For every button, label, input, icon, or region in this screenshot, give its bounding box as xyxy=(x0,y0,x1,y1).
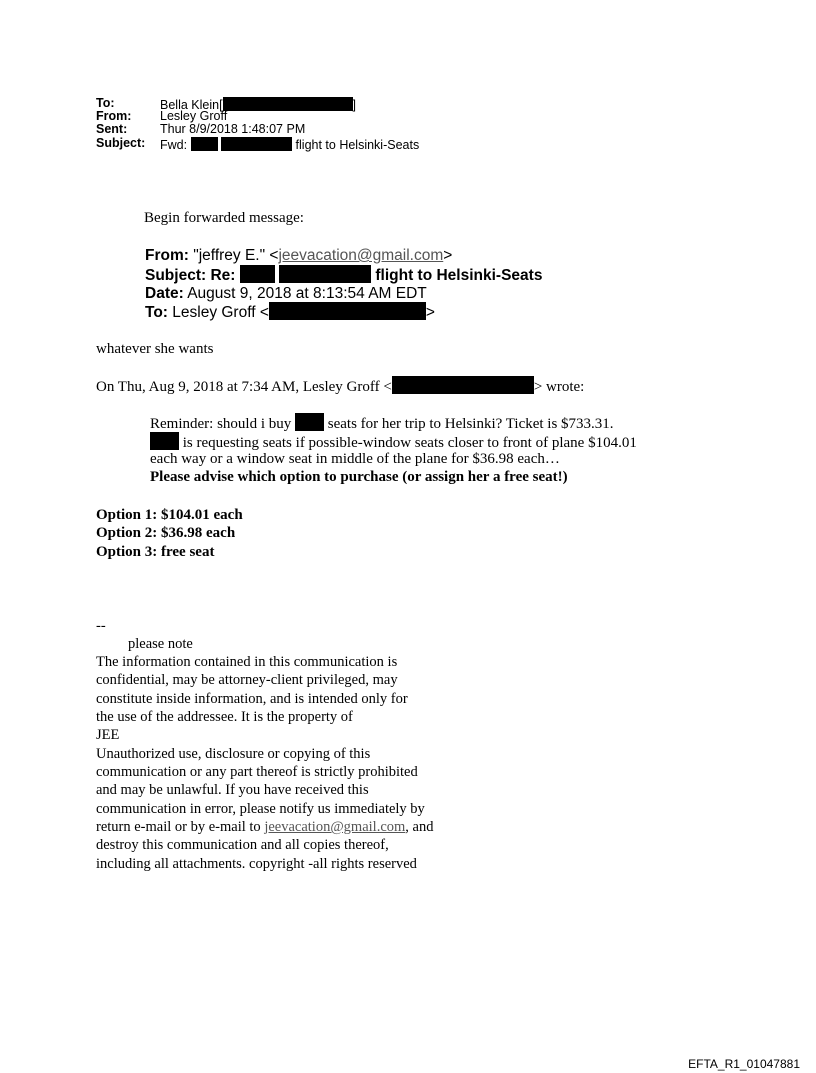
fwd-date-row xyxy=(145,284,427,303)
disclaimer-line: communication or any part thereof is strictly prohibited xyxy=(96,764,418,780)
redaction-block xyxy=(240,265,275,283)
forward-lead: Begin forwarded message: xyxy=(144,210,304,226)
disclaimer-line: JEE xyxy=(96,727,120,743)
redaction-block xyxy=(279,265,371,283)
redaction-block xyxy=(295,413,324,431)
subject-value: Fwd: flight to Helsinki-Seats xyxy=(160,138,420,152)
disclaimer-line: communication in error, please notify us immediately by xyxy=(96,801,425,817)
fwd-subject-label: Subject: Re: xyxy=(145,267,236,284)
redaction-block xyxy=(269,302,426,320)
from-value: Lesley Groff xyxy=(160,109,228,123)
disclaimer-line: destroy this communication and all copies thereof, xyxy=(96,837,389,853)
fwd-from-label: From: xyxy=(145,247,189,264)
disclaimer-line: including all attachments. copyright -all rights reserved xyxy=(96,856,417,872)
option-1: Option 1: $104.01 each xyxy=(96,507,243,523)
quoted-line-2: is requesting seats if possible-window seats closer to front of plane $104.01 xyxy=(150,432,637,453)
reply-text: whatever she wants xyxy=(96,341,214,357)
to-label: To: xyxy=(96,96,115,110)
redaction-block xyxy=(392,376,534,394)
disclaimer-return-line: return e-mail or by e-mail to jeevacation@gmail.com, and xyxy=(96,819,434,835)
quoted-line-1: Reminder: should i buy seats for her trip to Helsinki? Ticket is $733.31. xyxy=(150,413,614,434)
redaction-block xyxy=(221,137,292,151)
quote-intro: On Thu, Aug 9, 2018 at 7:34 AM, Lesley Groff < > wrote: xyxy=(96,376,584,396)
sent-value: Thur 8/9/2018 1:48:07 PM xyxy=(160,122,306,136)
fwd-subject-row xyxy=(145,265,542,285)
fwd-date-label: Date: xyxy=(145,285,184,302)
disclaimer-line: constitute inside information, and is intended only for xyxy=(96,691,408,707)
option-2: Option 2: $36.98 each xyxy=(96,525,236,541)
disclaimer-line: confidential, may be attorney-client privileged, may xyxy=(96,672,398,688)
disclaimer-line: the use of the addressee. It is the property of xyxy=(96,709,353,725)
to-value: Bella Klein[ ] xyxy=(160,98,357,112)
fwd-to-row: To: Lesley Groff < > xyxy=(145,304,435,321)
fwd-subject-text: flight to Helsinki-Seats xyxy=(375,267,543,284)
disclaimer-email-link[interactable]: jeevacation@gmail.com xyxy=(264,819,406,835)
fwd-to-label: To: xyxy=(145,304,168,321)
disclaimer-line: and may be unlawful. If you have received this xyxy=(96,782,369,798)
from-label: From: xyxy=(96,109,132,123)
fwd-from-row: From: "jeffrey E." <jeevacation@gmail.com> xyxy=(145,247,453,264)
redaction-block xyxy=(150,432,179,450)
document-id: EFTA_R1_01047881 xyxy=(688,1057,800,1071)
sent-label: Sent: xyxy=(96,122,128,136)
quoted-line-4: Please advise which option to purchase (or assign her a free seat!) xyxy=(150,469,568,485)
disclaimer-line: Unauthorized use, disclosure or copying of this xyxy=(96,746,371,762)
fwd-date-value: August 9, 2018 at 8:13:54 AM EDT xyxy=(187,285,427,302)
redaction-block xyxy=(223,97,353,111)
sender-email-link[interactable]: jeevacation@gmail.com xyxy=(278,247,444,264)
signature-dashes: -- xyxy=(96,618,106,634)
signature-note: please note xyxy=(128,636,193,652)
option-3: Option 3: free seat xyxy=(96,544,215,560)
subject-label: Subject: xyxy=(96,136,146,150)
disclaimer-line: The information contained in this communication is xyxy=(96,654,398,670)
redaction-block xyxy=(191,137,218,151)
quoted-line-3: each way or a window seat in middle of the plane for $36.98 each… xyxy=(150,451,560,467)
